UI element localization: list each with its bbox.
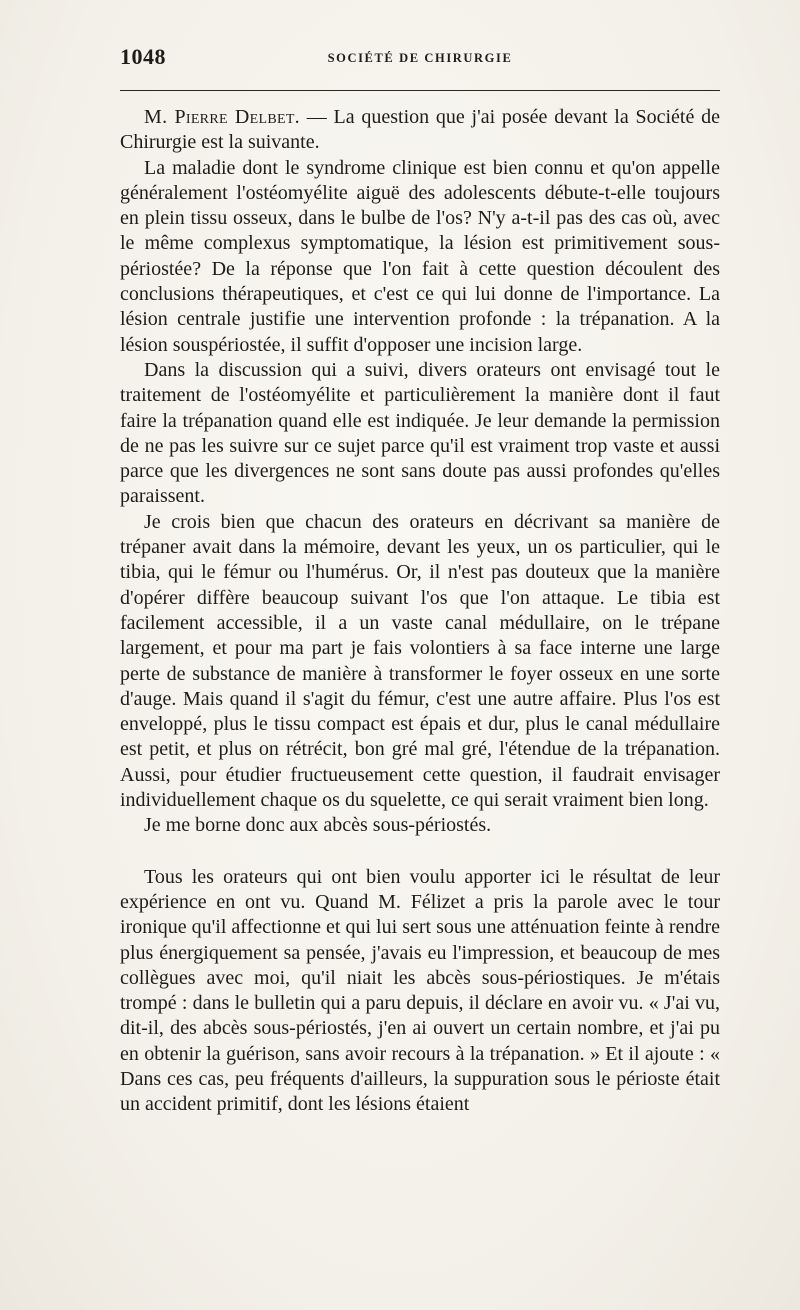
speaker-name: M. Pierre Delbet. <box>144 106 300 128</box>
body-text <box>120 105 720 1118</box>
page-number: 1048 <box>120 44 166 69</box>
paragraph-2: La maladie dont le syndrome clinique est bien connu et qu'on appelle généralement l'ostéomyélite aiguë des adolescents débute-t-elle toujours en plein tissu osseux, dans le bulbe de l'os? N'y a-t-il pas des cas où, avec le même complexus symptomatique, la lésion est primitivement sous-périostée? De la réponse que l'on fait à cette question découlent des conclusions thérapeutiques, et c'est ce qui lui donne de l'importance. La lésion centrale justifie une intervention profonde : la trépanation. A la lésion souspériostée, il suffit d'opposer une incision large. <box>120 156 720 356</box>
header-rule <box>120 90 720 91</box>
paragraph-6: Tous les orateurs qui ont bien voulu apporter ici le résultat de leur expérience en ont vu. Quand M. Félizet a pris la parole avec le tour ironique qu'il affectionne et qui lui sert sous une atténuation feinte à rendre plus énergiquement sa pensée, j'avais eu l'impression, et beaucoup de mes collègues avec moi, qu'il niait les abcès sous-périostiques. Je m'étais trompé : dans le bulletin qui a paru depuis, il déclare en avoir vu. « J'ai vu, dit-il, des abcès sous-périostés, j'en ai ouvert un certain nombre, et j'ai pu en obtenir la guérison, sans avoir recours à la trépanation. » Et il ajoute : « Dans ces cas, peu fréquents d'ailleurs, la suppuration sous le périoste était un accident primitif, dont les lésions étaient <box>120 865 720 1116</box>
paragraph-1-text: — La question que j'ai posée devant la Société de Chirurgie est la suivante. <box>120 106 720 154</box>
paragraph-3: Dans la discussion qui a suivi, divers orateurs ont envisagé tout le traitement de l'ostéomyélite et particulièrement la manière dont il faut faire la trépanation quand elle est indiquée. Je leur demande la permission de ne pas les suivre sur ce sujet parce qu'il est vraiment trop vaste et aussi parce que les divergences ne sont sans doute pas aussi profondes qu'elles paraissent. <box>120 358 720 508</box>
paragraph-4: Je crois bien que chacun des orateurs en décrivant sa manière de trépaner avait dans la mémoire, devant les yeux, un os particulier, qui le tibia, qui le fémur ou l'humérus. Or, il n'est pas douteux que la manière d'opérer diffère beaucoup suivant l'os que l'on attaque. Le tibia est facilement accessible, il a un vaste canal médullaire, on le trépane largement, et pour ma part je fais volontiers à sa face interne une large perte de substance de manière à transformer le foyer osseux en une sorte d'auge. Mais quand il s'agit du fémur, c'est une autre affaire. Plus l'os est enveloppé, plus le tissu compact est épais et dur, plus le canal médullaire est petit, et plus on rétrécit, bon gré mal gré, l'étendue de la trépanation. Aussi, pour étudier fructueusement cette question, il faudrait envisager individuellement chaque os du squelette, ce qui serait vraiment bien long. <box>120 510 720 812</box>
paragraph-5: Je me borne donc aux abcès sous-périostés. <box>144 814 492 837</box>
paragraph-1 <box>120 105 720 156</box>
page-header <box>120 44 720 74</box>
running-title: SOCIÉTÉ DE CHIRURGIE <box>327 51 513 65</box>
